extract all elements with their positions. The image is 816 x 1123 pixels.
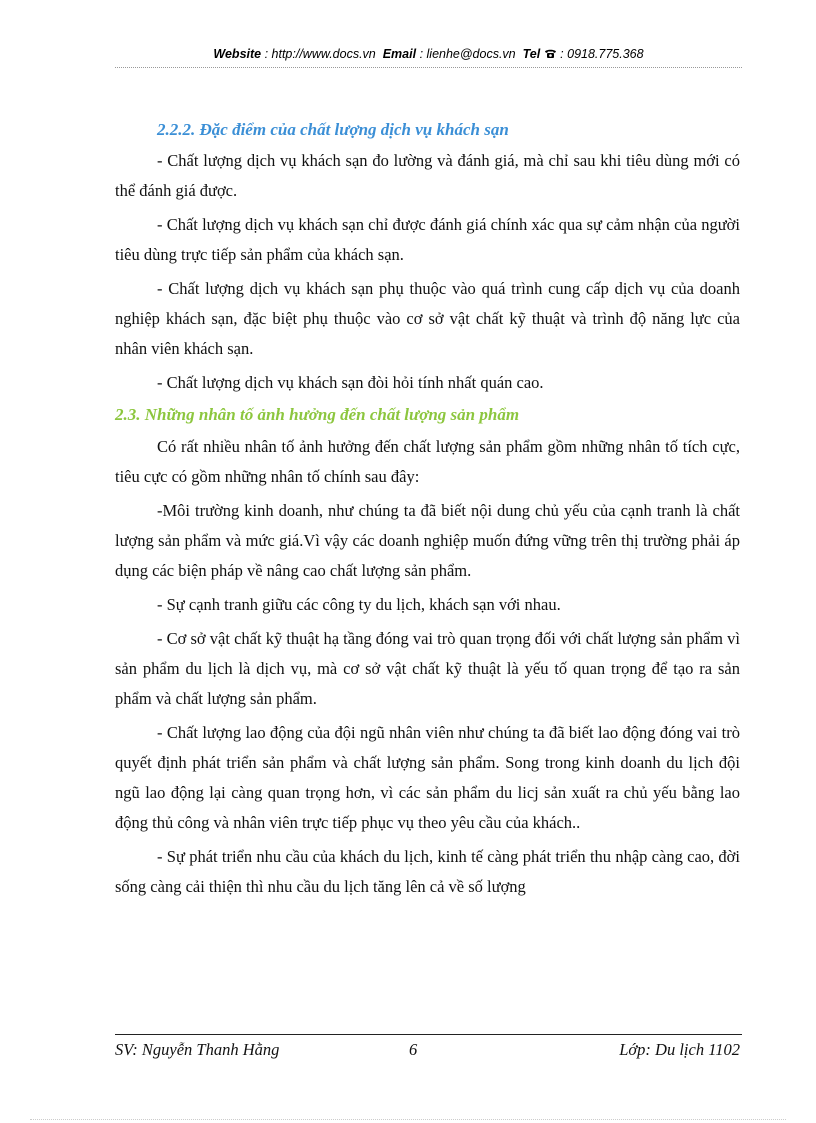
section-2-3-heading: 2.3. Những nhân tố ảnh hưởng đến chất lượng sản phẩm [115,405,520,424]
footer-student: SV: Nguyễn Thanh Hằng [115,1040,280,1059]
page-edge-divider [30,1119,786,1120]
paragraph: - Sự cạnh tranh giữu các công ty du lịch, khách sạn với nhau. [157,595,561,614]
email-label: Email [382,47,417,61]
paragraph: Có rất nhiều nhân tố ảnh hưởng đến chất lượng sản phẩm gồm những nhân tố tích cực, tiêu cực có gồm những nhân tố chính sau đây: [115,437,740,486]
email-address[interactable]: : lienhe@docs.vn [419,47,516,61]
section-2-2-2-heading: 2.2.2. Đặc điểm của chất lượng dịch vụ khách sạn [157,120,509,139]
website-url[interactable]: : http://www.docs.vn [264,47,376,61]
header-divider [115,67,742,68]
page-header [115,47,742,67]
website-label: Website [213,47,262,61]
paragraph: - Chất lượng dịch vụ khách sạn đòi hỏi tính nhất quán cao. [157,373,544,392]
document-body [115,113,740,902]
footer-class: Lớp: Du lịch 1102 [619,1040,740,1059]
paragraph: -Môi trường kinh doanh, như chúng ta đã biết nội dung chủ yếu của cạnh tranh là chất lượng sản phẩm và mức giá.Vì vậy các doanh nghiệp muốn đứng vững trên thị trường phải áp dụng các biện pháp về nâng cao chất lượng sản phẩm. [115,501,740,580]
tel-label: Tel [522,47,541,61]
footer-page-number: 6 [409,1040,418,1059]
paragraph: - Chất lượng dịch vụ khách sạn đo lường và đánh giá, mà chỉ sau khi tiêu dùng mới có thể đánh giá được. [115,151,740,200]
paragraph: - Chất lượng lao động của đội ngũ nhân viên như chúng ta đã biết lao động đóng vai trò quyết định phát triển sản phẩm và chất lượng sản phẩm. Song trong kinh doanh du lịch đội ngũ lao động lại càng quan trọng hơn, vì các sản phẩm du licj sản xuất ra chủ yếu bằng lao động thủ công và nhân viên trực tiếp phục vụ theo yêu cầu của khách.. [115,723,740,832]
paragraph: - Chất lượng dịch vụ khách sạn phụ thuộc vào quá trình cung cấp dịch vụ của doanh nghiệp khách sạn, đặc biệt phụ thuộc vào cơ sở vật chất kỹ thuật và trình độ năng lực của nhân viên khách sạn. [115,279,740,358]
paragraph: - Chất lượng dịch vụ khách sạn chỉ được đánh giá chính xác qua sự cảm nhận của người tiêu dùng trực tiếp sản phẩm của khách sạn. [115,215,740,264]
tel-number: : 0918.775.368 [560,47,644,61]
paragraph: - Cơ sở vật chất kỹ thuật hạ tầng đóng vai trò quan trọng đối với chất lượng sản phẩm vì sản phẩm du lịch là dịch vụ, mà cơ sở vật chất kỹ thuật là yếu tố quan trọng để tạo ra sản phẩm và chất lượng sản phẩm. [115,629,740,708]
footer-divider [115,1034,742,1035]
telephone-icon [544,47,557,61]
paragraph: - Sự phát triển nhu cầu của khách du lịch, kinh tế càng phát triển thu nhập càng cao, đời sống càng cải thiện thì nhu cầu du lịch tăng lên cả về số lượng [115,847,740,896]
